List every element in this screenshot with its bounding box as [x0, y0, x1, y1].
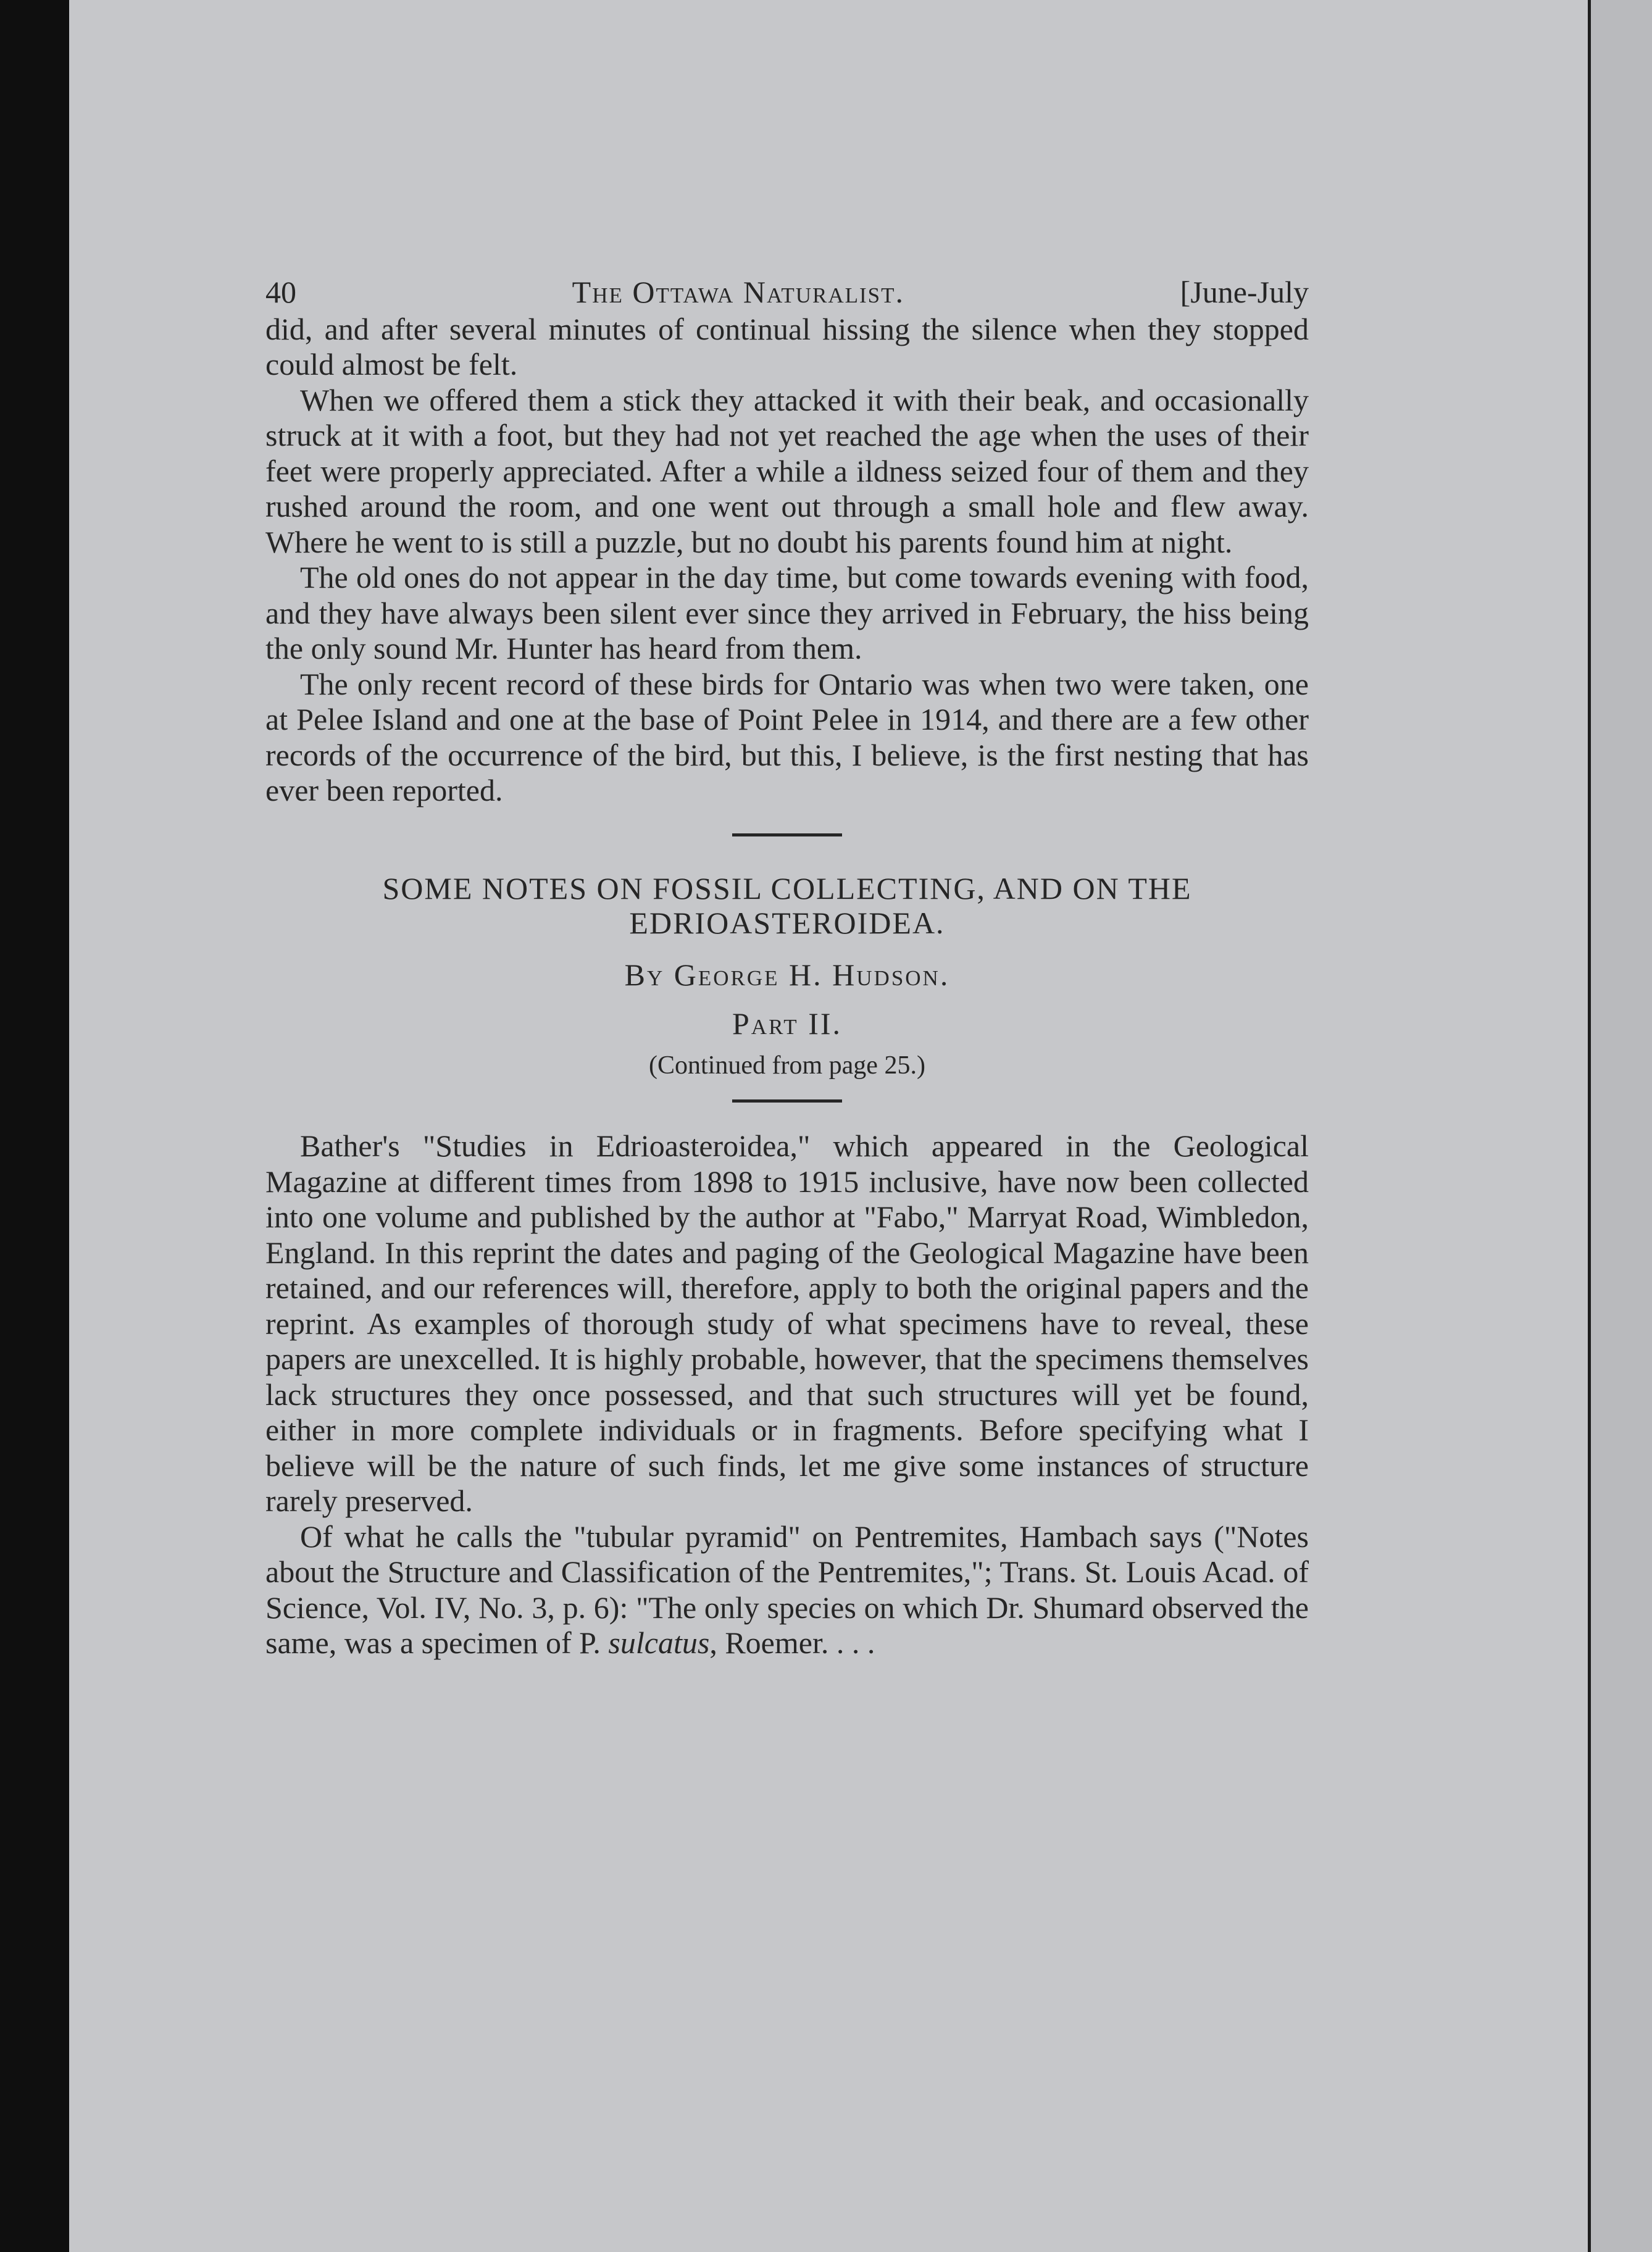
paragraph: Bather's "Studies in Edrioasteroidea," which appeared in the Geological Magazine at different times from 1898 to 1915 inclusive, have now been collected into one volume and published by the author at "Fabo," Marryat Road, Wimbledon, England. In this reprint the dates and paging of the Geological Magazine have been retained, and our references will, therefore, apply to both the original papers and the reprint. As examples of thorough study of what specimens have to reveal, these papers are unexcelled. It is highly probable, however, that the specimens themselves lack structures they once possessed, and that such structures will yet be found, either in more complete individuals or in fragments. Before specifying what I believe will be the nature of such finds, let me give some instances of structure rarely preserved.	[265, 1128, 1309, 1518]
paragraph: The only recent record of these birds for Ontario was when two were taken, one at Pelee Island and one at the base of Point Pelee in 1914, and there are a few other records of the occurrence of the bird, but this, I believe, is the first nesting that has ever been reported.	[265, 666, 1309, 807]
article-byline: By George H. Hudson.	[624, 957, 950, 992]
issue-date: [June-July	[1180, 275, 1309, 309]
paragraph-last	[265, 1519, 1309, 1661]
article-part: Part II.	[732, 1006, 842, 1041]
paragraph: did, and after several minutes of continual hissing the silence when they stopped could almost be felt.	[265, 311, 1309, 382]
article-title: SOME NOTES ON FOSSIL COLLECTING, AND ON THE EDRIOASTEROIDEA.	[382, 870, 1192, 940]
section-divider	[732, 1099, 842, 1103]
adjacent-page-edge	[1591, 0, 1652, 2252]
species-name: sulcatus	[608, 1625, 710, 1660]
paragraph: The old ones do not appear in the day time, but come towards evening with food, and they have always been silent ever since they arrived in February, the hiss being the only sound Mr. Hunter has heard from them.	[265, 560, 1309, 665]
journal-title: The Ottawa Naturalist.	[572, 275, 904, 309]
paragraph-text: Of what he calls the "tubular pyramid" on Pentremites, Hambach says ("Notes about the Structure and Classification of the Pentremites,"; Trans. St. Louis Acad. of Science, Vol. IV, No. 3, p. 6): "The only species on which Dr. Shumard observed the same, was a specimen of P.	[265, 1519, 1309, 1660]
section-divider	[732, 833, 842, 836]
continued-note: (Continued from page 25.)	[649, 1051, 925, 1080]
paragraph-text: , Roemer. . . .	[709, 1625, 875, 1660]
text-block	[265, 275, 1309, 1661]
page-number: 40	[265, 275, 296, 309]
paragraph: When we offered them a stick they attacked it with their beak, and occasionally struck at it with a foot, but they had not yet reached the age when the uses of their feet were properly appreciated. After a while a ildness seized four of them and they rushed around the room, and one went out through a small hole and flew away. Where he went to is still a puzzle, but no doubt his parents found him at night.	[265, 382, 1309, 559]
running-head	[265, 275, 1309, 311]
